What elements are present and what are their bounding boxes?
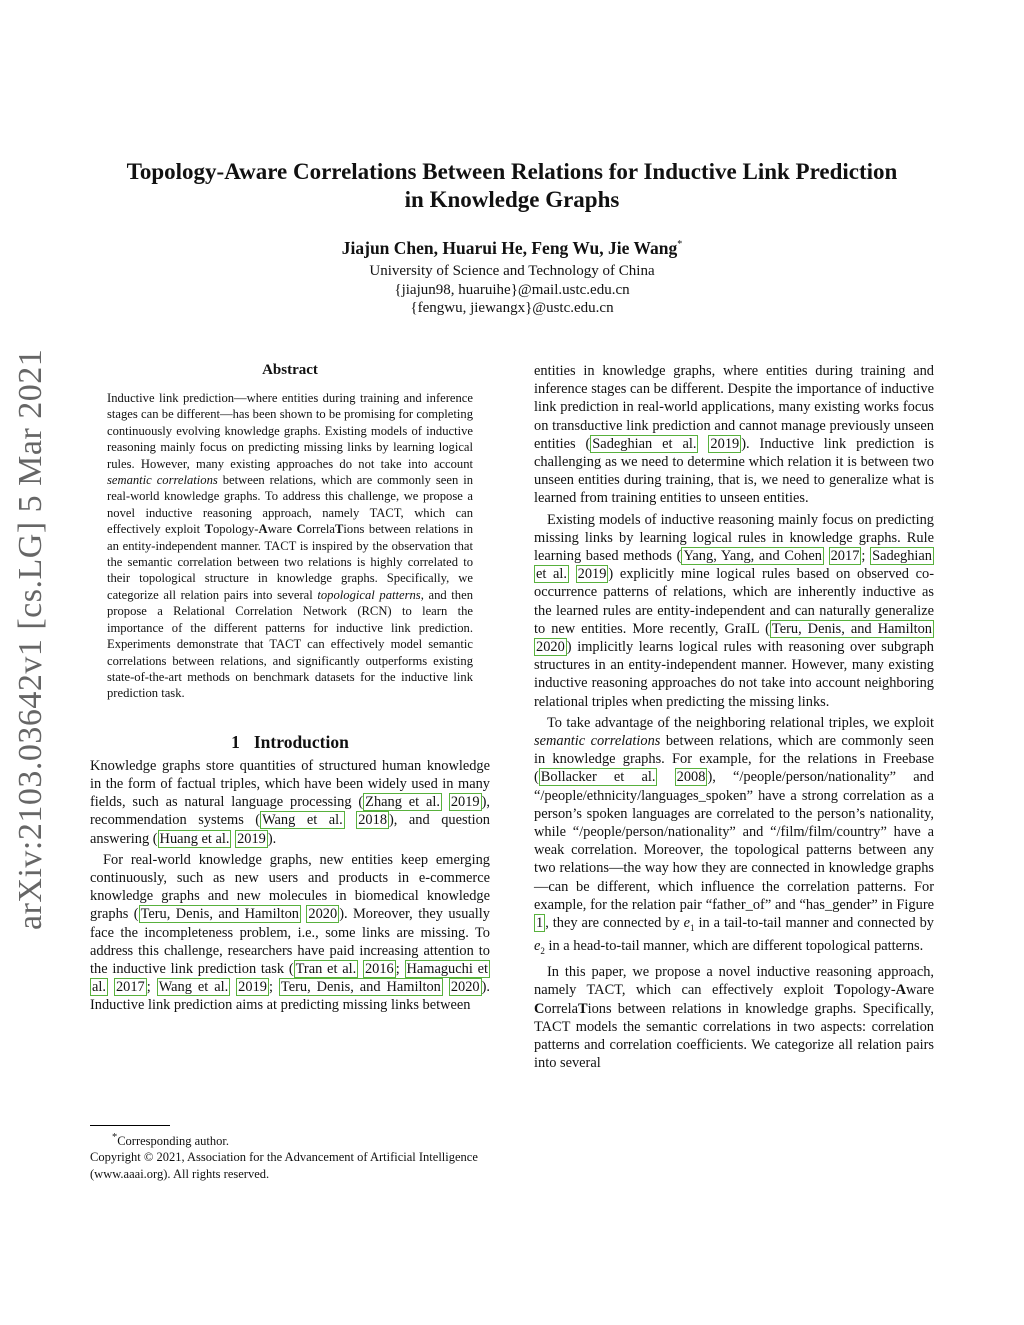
citation-year-link[interactable]: 2019 (238, 979, 267, 996)
text-run: ; (395, 960, 405, 977)
acronym-letter: A (258, 522, 268, 537)
citation-year-link[interactable]: 2020 (308, 906, 338, 923)
abstract-emphasis: topological patterns (317, 587, 421, 602)
citation-link[interactable]: Bollacker et al. (540, 769, 656, 786)
citation-link[interactable]: Sadeghian et al. (592, 435, 697, 452)
math-e2 (534, 938, 545, 957)
text-run: orrela (544, 1000, 578, 1017)
citation-year-link[interactable]: 2016 (364, 960, 394, 977)
footnote-block (90, 1125, 490, 1182)
citation-year-link[interactable]: 2019 (710, 435, 740, 452)
left-column (90, 362, 490, 1018)
affiliation-email: {jiajun98, huaruihe}@mail.ustc.edu.cn (394, 281, 630, 298)
intro-paragraph-1 (90, 757, 490, 848)
text-run: ware (906, 982, 934, 999)
acronym-letter: A (895, 982, 907, 999)
citation-link[interactable]: Wang et al. (158, 979, 229, 996)
section-number: 1 (231, 731, 240, 752)
right-column (534, 362, 934, 1075)
text-run: in a head-to-tail manner, which are different topological patterns. (544, 938, 924, 955)
citation-link[interactable]: Teru, Denis, and Hamilton (771, 620, 932, 637)
citation-link[interactable]: Hamaguchi et al. (92, 960, 488, 996)
abstract-heading: Abstract (262, 362, 318, 378)
text-run (442, 794, 449, 810)
footnote-mark: * (112, 1132, 118, 1143)
text-run: In this paper, we propose a novel inductive reasoning approach, namely TACT, which can effectively exploit (534, 964, 934, 999)
footnote-text: Corresponding author. (117, 1134, 229, 1149)
math-e1 (684, 915, 695, 931)
abstract-run: Inductive link prediction—where entities during training and inference stages can be different—has been shown to be promising for completing continuously evolving knowledge graphs. Existing models of inductive reasoning mainly focus on predicting missing links by learning logical rules. However, many existing approaches do not take into account (107, 391, 473, 471)
intro-paragraph-2 (90, 851, 490, 1015)
text-run: Existing models of inductive reasoning mainly focus on predicting missing links by learning logical rules in knowledge graphs. Rule learning based methods ( (534, 511, 934, 565)
acronym-letter: T (577, 1000, 588, 1017)
right-paragraph-4 (534, 963, 934, 1072)
text-run (698, 436, 708, 452)
abstract-run: ware (267, 522, 297, 537)
citation-link[interactable]: Sadeghian et al. (536, 548, 933, 583)
section-title: Introduction (253, 731, 349, 752)
math-symbol: e (534, 938, 541, 955)
citation-link[interactable]: Tran et al. (295, 960, 357, 977)
acronym-letter: C (534, 1000, 545, 1017)
author-list (90, 234, 934, 259)
copyright-notice: Copyright © 2021, Association for the Advancement of Artificial Intelligence (www.aaai.org). All rights reserved. (90, 1150, 478, 1181)
footnote-rule (90, 1125, 170, 1126)
right-paragraph-1 (534, 362, 934, 508)
text-run: Knowledge graphs store quantities of structured human knowledge in the form of factual triples, which have been widely used in many fields, such as natural language processing ( (90, 757, 490, 811)
text-run: ; (268, 979, 279, 996)
text-run: ). Inductive link prediction aims at predicting missing links between (90, 979, 490, 1014)
citation-year-link[interactable]: 2020 (536, 639, 565, 656)
text-run: ), and question answering ( (90, 812, 490, 847)
text-run: ions between relations in knowledge graphs. Specifically, TACT models the semantic correlations in two aspects: correlation patterns and correlation coefficients. We categorize all relation pairs into several (534, 1000, 934, 1072)
math-subscript: 2 (540, 946, 545, 957)
abstract-run: orrela (305, 522, 336, 537)
abstract-run: , and then propose a Relational Correlation Network (RCN) to learn the importance of the different patterns for inductive link prediction. Experiments demonstrate that TACT can effectively model semantic correlations between relations, and significantly outperforms existing state-of-the-art methods on benchmark datasets for the inductive link prediction task. (107, 587, 473, 701)
citation-link[interactable]: Huang et al. (159, 830, 230, 847)
math-subscript: 1 (690, 922, 695, 933)
acronym-letter: T (204, 522, 213, 537)
citation-year-link[interactable]: 2019 (237, 830, 266, 847)
text-run: ). Inductive link prediction is challenging as we need to determine which relation it is between two unseen entities during training, that is, we need to generalize what is learned from training entities to unseen entities. (534, 435, 934, 507)
paper-title (90, 158, 934, 214)
figure-ref-link[interactable]: 1 (536, 915, 544, 932)
abstract-run: between relations, which are commonly seen in real-world knowledge graphs. To address this challenge, we propose a novel inductive reasoning approach, namely TACT, which can effectively exploit (107, 473, 474, 537)
citation-year-link[interactable]: 2019 (450, 794, 480, 811)
text-run: For real-world knowledge graphs, new entities keep emerging continuously, such as new users and products in e-commerce knowledge graphs and new molecules in biomedical knowledge graphs ( (90, 851, 490, 923)
citation-link[interactable]: Yang, Yang, and Cohen (683, 548, 822, 565)
acronym-letter: T (335, 522, 344, 537)
text-run (657, 769, 674, 785)
citation-link[interactable]: Teru, Denis, and Hamilton (140, 906, 299, 923)
text-run: opology- (843, 982, 896, 999)
text-run: in a tail-to-tail manner and connected by (694, 915, 934, 932)
corresponding-mark: * (677, 239, 683, 250)
citation-link[interactable]: Teru, Denis, and Hamilton (280, 979, 441, 996)
text-run: ; (146, 979, 157, 996)
section-heading-introduction (90, 732, 490, 753)
abstract-run: ions between relations in an entity-independent manner. TACT is inspired by the observation that the semantic correlation between two relations is highly correlated to their topological structure in knowledge graphs. Specifically, we categorize all relation pairs into several (107, 522, 473, 602)
text-run (824, 548, 829, 564)
abstract-run: opology- (212, 522, 259, 537)
arxiv-identifier: arXiv:2103.03642v1 [cs.LG] 5 Mar 2021 (12, 348, 49, 930)
citation-link[interactable]: Wang et al. (262, 812, 343, 829)
citation-year-link[interactable]: 2017 (830, 548, 860, 565)
footnote-corresponding (90, 1130, 490, 1149)
text-run: ), “/people/person/nationality” and “/people/ethnicity/languages_spoken” have a strong correlation as a person’s spoken languages are correlated to the person’s nationality, while “/people/person/nationality” and “/film/film/country” have a weak correlation. Moreover, the topological patterns between any two relations—the way how they are connected in knowledge graphs—can be different, which influence the correlation patterns. For example, for the relation pair “father_of” and “has_gender” in Figure (534, 769, 934, 913)
citation-year-link[interactable]: 2017 (115, 979, 145, 996)
text-run: ) implicitly learns logical rules with reasoning over subgraph structures in an entity-independent manner. However, many existing inductive reasoning approaches do not take into account neighboring relational triples when predicting the missing links. (534, 639, 934, 710)
text-run: between relations, which are commonly seen in knowledge graphs. For example, for the relations in Freebase ( (534, 733, 934, 786)
acronym-letter: C (296, 522, 306, 537)
text-run: ). Moreover, they usually face the incompleteness problem, i.e., some links are missing. To address this challenge, researchers have paid increasing attention to the inductive link prediction task ( (90, 906, 490, 977)
acronym-letter: T (834, 982, 844, 999)
title-line: in Knowledge Graphs (404, 187, 620, 212)
text-run (345, 812, 357, 828)
text-run: ), recommendation systems ( (90, 794, 490, 829)
affiliation-email: {fengwu, jiewangx}@ustc.edu.cn (410, 300, 614, 316)
citation-year-link[interactable]: 2019 (577, 566, 607, 583)
citation-year-link[interactable]: 2020 (450, 979, 480, 996)
affiliation-block (90, 262, 934, 318)
text-run: , they are connected by (545, 915, 684, 932)
emphasis: semantic correlations (534, 733, 661, 750)
text-run (443, 979, 449, 995)
authors-names: Jiajun Chen, Huarui He, Feng Wu, Jie Wang (341, 237, 678, 258)
citation-year-link[interactable]: 2008 (676, 769, 706, 786)
abstract-emphasis: semantic correlations (107, 473, 218, 488)
text-run: ; (861, 548, 871, 565)
citation-year-link[interactable]: 2018 (358, 812, 388, 829)
text-run: entities in knowledge graphs, where entities during training and inference stages can be different. Despite the importance of inductive link prediction in real-world applications, many existing works focus on transductive link prediction and cannot manage previously unseen entities ( (534, 363, 934, 452)
abstract-text (107, 390, 473, 702)
text-run: ). (267, 830, 277, 847)
affiliation-university: University of Science and Technology of China (369, 263, 655, 279)
text-run: To take advantage of the neighboring relational triples, we exploit (547, 714, 934, 731)
text-run: ) explicitly mine logical rules based on observed co-occurrence patterns of relations, which are inherently inductive as the learned rules are entity-independent and can naturally generalize to new entities. More recently, GraIL ( (534, 566, 934, 637)
math-symbol: e (683, 915, 691, 932)
right-paragraph-3 (534, 714, 934, 960)
right-paragraph-2 (534, 511, 934, 711)
citation-link[interactable]: Zhang et al. (365, 794, 440, 811)
text-run (569, 566, 576, 582)
title-line: Topology-Aware Correlations Between Relations for Inductive Link Prediction (126, 159, 898, 184)
